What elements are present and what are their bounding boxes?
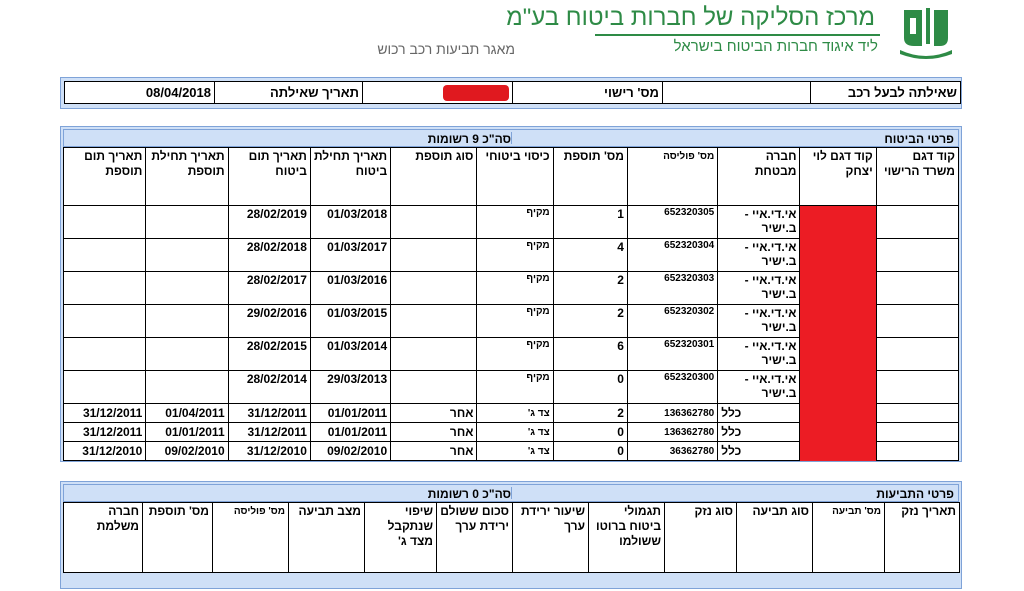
license-value: [363, 82, 513, 104]
insurance-end-date: 28/02/2017: [228, 272, 310, 305]
coverage-type: מקיף: [477, 371, 553, 404]
addon-number: 0: [553, 442, 627, 461]
addon-type: אחר: [391, 442, 477, 461]
claims-col-header: מס' תביעה: [813, 503, 885, 573]
claims-col-header: שיעור ירידת ערך: [513, 503, 589, 573]
date-value: 08/04/2018: [65, 82, 215, 104]
table-row: [64, 206, 959, 239]
insurance-end-date: 28/02/2019: [228, 206, 310, 239]
addon-start-date: [146, 239, 228, 272]
addon-start-date: 01/01/2011: [146, 423, 228, 442]
insurance-start-date: 01/03/2018: [310, 206, 390, 239]
model-code-levi: [800, 239, 876, 272]
addon-start-date: [146, 206, 228, 239]
addon-end-date: [64, 305, 146, 338]
addon-type: [391, 338, 477, 371]
claims-col-header: סכום ששולם ירידת ערך: [437, 503, 513, 573]
insurance-col-header: סוג תוספת: [391, 148, 477, 206]
claims-column-headers: [64, 503, 960, 573]
insurance-start-date: 01/03/2014: [310, 338, 390, 371]
coverage-type: מקיף: [477, 305, 553, 338]
addon-end-date: [64, 206, 146, 239]
insurance-column-headers: [64, 148, 959, 206]
addon-start-date: 01/04/2011: [146, 404, 228, 423]
table-row: [64, 272, 959, 305]
claims-col-header: תגמולי ביטוח ברוטו ששולמו: [589, 503, 665, 573]
table-row: [64, 404, 959, 423]
coverage-type: מקיף: [477, 338, 553, 371]
claims-col-header: שיפוי שנתקבל מצד ג': [365, 503, 437, 573]
model-code-levi: [800, 206, 876, 239]
claims-panel: [60, 481, 962, 589]
policy-number: 136362780: [627, 423, 717, 442]
table-row: [64, 338, 959, 371]
table-row: [64, 371, 959, 404]
insurance-table: [63, 147, 959, 461]
inquiry-table: [64, 81, 961, 104]
addon-end-date: 31/12/2010: [64, 442, 146, 461]
addon-start-date: 09/02/2010: [146, 442, 228, 461]
model-code-levi: [800, 272, 876, 305]
model-code-ministry: [876, 442, 958, 461]
addon-start-date: [146, 305, 228, 338]
addon-type: אחר: [391, 423, 477, 442]
addon-end-date: 31/12/2011: [64, 404, 146, 423]
addon-number: 4: [553, 239, 627, 272]
claims-col-header: מצב תביעה: [289, 503, 365, 573]
insurance-end-date: 28/02/2018: [228, 239, 310, 272]
addon-number: 2: [553, 272, 627, 305]
claims-col-header: חברה משלמת: [64, 503, 143, 573]
addon-end-date: [64, 338, 146, 371]
insurer-company: אי.די.איי - ב.ישיר: [718, 206, 800, 239]
insurance-col-header: חברה מבטחת: [718, 148, 800, 206]
addon-number: 2: [553, 404, 627, 423]
insurance-col-header: תאריך תחילת ביטוח: [310, 148, 390, 206]
insurance-start-date: 29/03/2013: [310, 371, 390, 404]
model-code-ministry: [876, 239, 958, 272]
table-row: [64, 442, 959, 461]
table-row: [64, 423, 959, 442]
insurance-start-date: 01/01/2011: [310, 423, 390, 442]
addon-end-date: [64, 239, 146, 272]
coverage-type: מקיף: [477, 272, 553, 305]
model-code-ministry: [876, 206, 958, 239]
org-subtitle: ליד איגוד חברות הביטוח בישראל: [673, 38, 878, 55]
title-divider: [595, 34, 880, 36]
insurance-end-date: 28/02/2014: [228, 371, 310, 404]
addon-start-date: [146, 272, 228, 305]
addon-type: [391, 272, 477, 305]
model-code-ministry: [876, 371, 958, 404]
policy-number: 652320303: [627, 272, 717, 305]
addon-type: [391, 305, 477, 338]
insurance-start-date: 01/03/2017: [310, 239, 390, 272]
insurance-col-header: מס' תוספת: [553, 148, 627, 206]
insurer-company: אי.די.איי - ב.ישיר: [718, 239, 800, 272]
addon-type: [391, 371, 477, 404]
coverage-type: צד ג': [477, 404, 553, 423]
insurer-company: כלל: [718, 423, 800, 442]
coverage-type: צד ג': [477, 423, 553, 442]
insurance-start-date: 01/03/2015: [310, 305, 390, 338]
addon-start-date: [146, 371, 228, 404]
date-label: תאריך שאילתה: [215, 82, 363, 104]
model-code-levi: [800, 442, 876, 461]
model-code-levi: [800, 404, 876, 423]
insurance-end-date: 31/12/2011: [228, 404, 310, 423]
page-header: [0, 0, 1024, 70]
claims-col-header: תאריך נזק: [885, 503, 960, 573]
model-code-levi: [800, 371, 876, 404]
inquiry-panel: [60, 77, 962, 109]
org-title: מרכז הסליקה של חברות ביטוח בע"מ: [506, 4, 875, 31]
addon-type: [391, 239, 477, 272]
policy-number: 652320305: [627, 206, 717, 239]
insurance-end-date: 28/02/2015: [228, 338, 310, 371]
addon-number: 2: [553, 305, 627, 338]
owner-value: [663, 82, 811, 104]
insurer-company: אי.די.איי - ב.ישיר: [718, 338, 800, 371]
claims-col-header: מס' פוליסה: [213, 503, 289, 573]
addon-type: אחר: [391, 404, 477, 423]
claims-total: סה"כ 0 רשומות: [427, 487, 511, 501]
coverage-type: מקיף: [477, 239, 553, 272]
addon-number: 1: [553, 206, 627, 239]
model-code-levi: [800, 338, 876, 371]
redaction-mark: [443, 85, 509, 101]
license-label: מס' רישוי: [513, 82, 663, 104]
table-row: [64, 305, 959, 338]
claims-col-header: סוג נזק: [665, 503, 737, 573]
addon-number: 0: [553, 423, 627, 442]
insurance-col-header: תאריך תום תוספת: [64, 148, 146, 206]
policy-number: 36362780: [627, 442, 717, 461]
insurance-end-date: 31/12/2010: [228, 442, 310, 461]
policy-number: 652320301: [627, 338, 717, 371]
insurance-rows: [64, 206, 959, 461]
insurer-company: אי.די.איי - ב.ישיר: [718, 371, 800, 404]
model-code-ministry: [876, 338, 958, 371]
addon-end-date: [64, 371, 146, 404]
insurance-col-header: כיסוי ביטוחי: [477, 148, 553, 206]
addon-number: 0: [553, 371, 627, 404]
insurer-company: אי.די.איי - ב.ישיר: [718, 305, 800, 338]
insurance-panel: [60, 126, 962, 462]
policy-number: 652320302: [627, 305, 717, 338]
insurance-start-date: 01/01/2011: [310, 404, 390, 423]
policy-number: 652320300: [627, 371, 717, 404]
claims-title: פרטי התביעות: [511, 487, 954, 499]
owner-label: שאילתה לבעל רכב: [811, 82, 961, 104]
insurance-end-date: 29/02/2016: [228, 305, 310, 338]
policy-number: 136362780: [627, 404, 717, 423]
insurance-col-header: קוד דגם לוי יצחק: [800, 148, 876, 206]
insurance-col-header: תאריך תחילת תוספת: [146, 148, 228, 206]
insurer-company: כלל: [718, 442, 800, 461]
claims-header: [63, 484, 959, 502]
model-code-ministry: [876, 305, 958, 338]
database-name: מאגר תביעות רכב רכוש: [377, 41, 515, 57]
insurance-end-date: 31/12/2011: [228, 423, 310, 442]
model-code-ministry: [876, 272, 958, 305]
company-logo-icon: [896, 4, 956, 62]
model-code-ministry: [876, 423, 958, 442]
addon-start-date: [146, 338, 228, 371]
model-code-levi: [800, 423, 876, 442]
insurance-total: סה"כ 9 רשומות: [427, 132, 511, 146]
insurer-company: אי.די.איי - ב.ישיר: [718, 272, 800, 305]
coverage-type: צד ג': [477, 442, 553, 461]
addon-end-date: [64, 272, 146, 305]
insurer-company: כלל: [718, 404, 800, 423]
addon-type: [391, 206, 477, 239]
claims-col-header: סוג תביעה: [737, 503, 813, 573]
insurance-col-header: מס' פוליסה: [627, 148, 717, 206]
insurance-start-date: 09/02/2010: [310, 442, 390, 461]
insurance-col-header: קוד דגם משרד הרישוי: [876, 148, 958, 206]
coverage-type: מקיף: [477, 206, 553, 239]
policy-number: 652320304: [627, 239, 717, 272]
insurance-title: פרטי הביטוח: [511, 132, 954, 144]
table-row: [64, 239, 959, 272]
claims-col-header: מס' תוספת: [143, 503, 213, 573]
addon-end-date: 31/12/2011: [64, 423, 146, 442]
insurance-header: [63, 129, 959, 147]
addon-number: 6: [553, 338, 627, 371]
model-code-levi: [800, 305, 876, 338]
insurance-col-header: תאריך תום ביטוח: [228, 148, 310, 206]
insurance-start-date: 01/03/2016: [310, 272, 390, 305]
model-code-ministry: [876, 404, 958, 423]
claims-table: [63, 502, 960, 573]
